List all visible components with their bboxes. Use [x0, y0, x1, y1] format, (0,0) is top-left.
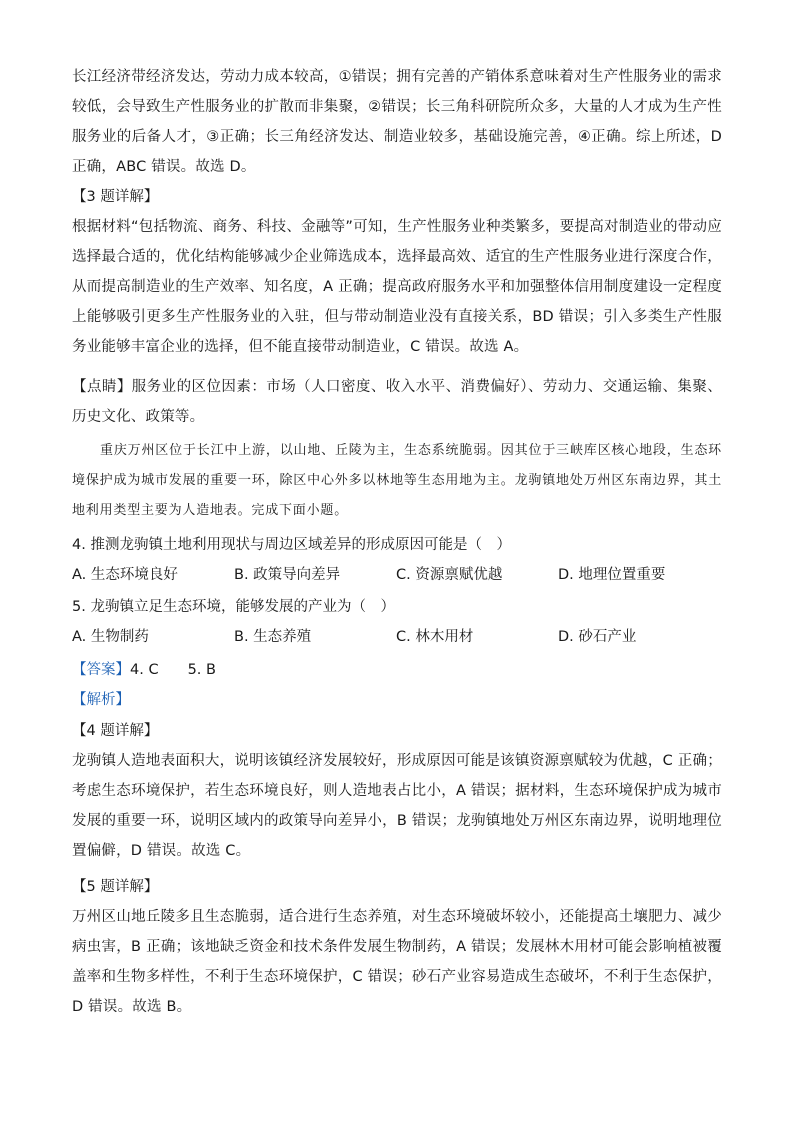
dianjing-label: 【点睛】 — [72, 379, 132, 395]
q4-options — [72, 560, 722, 590]
q3-label: 【3 题详解】 — [72, 189, 159, 205]
q3-text: 根据材料“包括物流、商务、科技、金融等”可知，生产性服务业种类繁多，要提高对制造业的带动应选择最合适的，优化结构能够减少企业筛选成本，选择最高效、适宜的生产性服务业进行深度合作，从而提高制造业的生产效率、知名度，A 正确；提高政府服务水平和加强整体信用制度建设一定程度上能够吸引更多生产性服务业的入驻，但与带动制造业没有直接关系，BD 错误；引入多类生产性服务业能够丰富企业的选择，但不能直接带动制造业，C 错误。故选 A。 — [72, 219, 722, 355]
dianjing-section — [72, 372, 722, 432]
answer-values: 4. C 5. B — [130, 662, 216, 678]
passage-section — [72, 436, 722, 526]
dianjing-text: 服务业的区位因素：市场（人口密度、收入水平、消费偏好）、劳动力、交通运输、集聚、历史文化、政策等。 — [72, 379, 722, 425]
q4-detail-section — [72, 716, 722, 866]
q5-detail-label: 【5 题详解】 — [72, 879, 159, 895]
q4-option-b: B. 政策导向差异 — [234, 567, 341, 583]
q4-detail-label: 【4 题详解】 — [72, 723, 159, 739]
analysis-section — [72, 685, 722, 715]
q5-options — [72, 622, 722, 652]
analysis-label: 【解析】 — [72, 692, 130, 708]
q5-option-d: D. 砂石产业 — [558, 629, 637, 645]
passage-text: 重庆万州区位于长江中上游，以山地、丘陵为主，生态系统脆弱。因其位于三峡库区核心地段，生态环境保护成为城市发展的重要一环，除区中心外多以林地等生态用地为主。龙驹镇地处万州区东南边界，其土地利用类型主要为人造地表。完成下面小题。 — [72, 443, 722, 518]
q4-option-d: D. 地理位置重要 — [558, 567, 666, 583]
q4-detail-text: 龙驹镇人造地表面积大，说明该镇经济发展较好，形成原因可能是该镇资源禀赋较为优越，C 正确；考虑生态环境保护，若生态环境良好，则人造地表占比小，A 错误；据材料，生态环境保护成为城市发展的重要一环，说明区域内的政策导向差异小，B 错误；龙驹镇地处万州区东南边界，说明地理位置偏僻，D 错误。故选 C。 — [72, 753, 722, 859]
answer-line — [72, 655, 722, 685]
q3-detail-section — [72, 182, 722, 362]
question-5 — [72, 592, 722, 652]
intro-section — [72, 62, 722, 182]
q4-stem: 4. 推测龙驹镇土地利用现状与周边区域差异的形成原因可能是（ ） — [72, 537, 511, 553]
q5-option-b: B. 生态养殖 — [234, 629, 312, 645]
q4-option-c: C. 资源禀赋优越 — [396, 567, 503, 583]
q4-option-a: A. 生态环境良好 — [72, 567, 178, 583]
intro-paragraph: 长江经济带经济发达，劳动力成本较高，①错误；拥有完善的产销体系意味着对生产性服务业的需求较低，会导致生产性服务业的扩散而非集聚，②错误；长三角科研院所众多，大量的人才成为生产性服务业的后备人才，③正确；长三角经济发达、制造业较多，基础设施完善，④正确。综上所述，D正确，ABC 错误。故选 D。 — [72, 69, 722, 175]
answer-section — [72, 655, 722, 685]
q5-option-c: C. 林木用材 — [396, 629, 474, 645]
q5-detail-text: 万州区山地丘陵多且生态脆弱，适合进行生态养殖，对生态环境破坏较小，还能提高土壤肥力、减少病虫害，B 正确；该地缺乏资金和技术条件发展生物制药，A 错误；发展林木用材可能会影响植被覆盖率和生物多样性，不利于生态环境保护，C 错误；砂石产业容易造成生态破坏，不利于生态保护，D 错误。故选 B。 — [72, 909, 722, 1015]
q5-detail-section — [72, 872, 722, 1022]
q5-option-a: A. 生物制药 — [72, 629, 149, 645]
dianjing-paragraph — [72, 372, 722, 432]
q5-stem: 5. 龙驹镇立足生态环境，能够发展的产业为（ ） — [72, 599, 395, 615]
answer-label: 【答案】 — [72, 662, 130, 678]
question-4 — [72, 530, 722, 590]
